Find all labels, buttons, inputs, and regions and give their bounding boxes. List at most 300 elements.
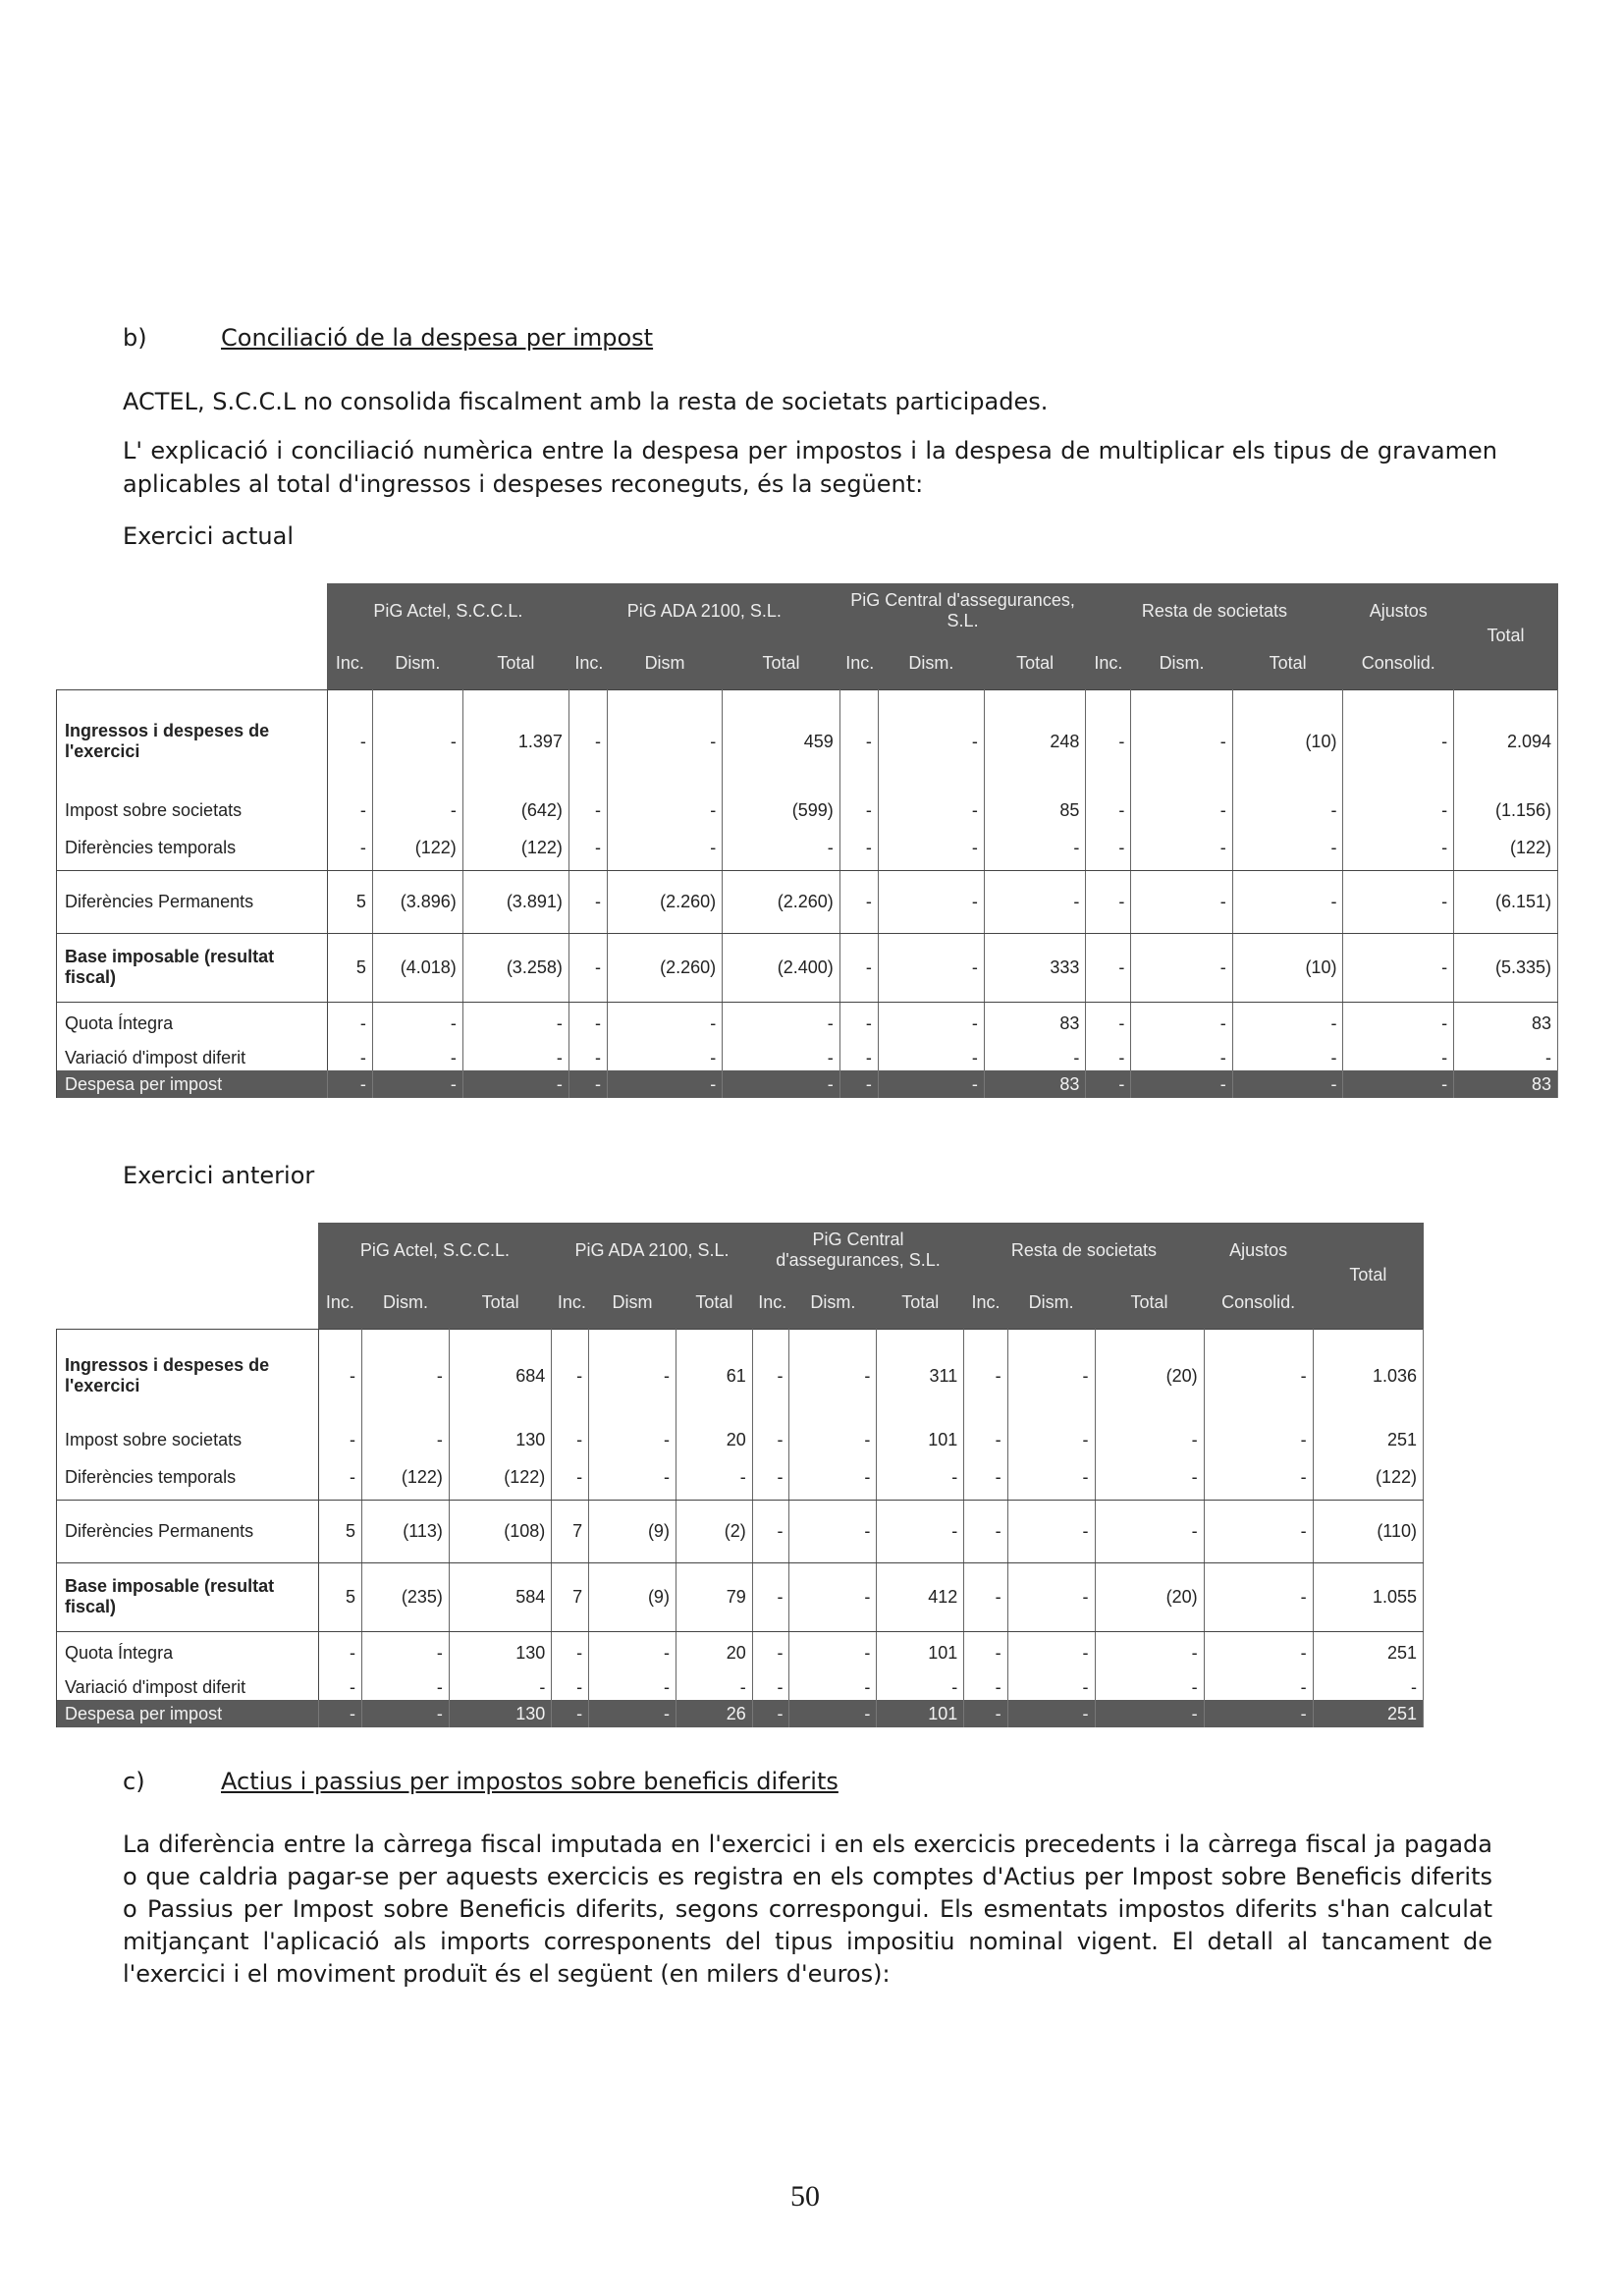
table-cell: - xyxy=(1095,1500,1204,1562)
table-cell: 333 xyxy=(984,933,1085,1002)
table-row xyxy=(57,1045,1558,1070)
table-cell: 61 xyxy=(676,1329,752,1423)
table-row xyxy=(57,870,1558,933)
table-cell: 311 xyxy=(877,1329,964,1423)
row-label: Ingressos i despeses de l'exercici xyxy=(57,1329,319,1423)
table-cell: 251 xyxy=(1313,1700,1423,1727)
table-cell: 7 xyxy=(552,1562,589,1631)
table-cell: - xyxy=(1204,1456,1313,1500)
table-cell: - xyxy=(1095,1674,1204,1700)
table-cell: - xyxy=(1204,1500,1313,1562)
table-cell: - xyxy=(568,1002,607,1045)
table-cell: - xyxy=(327,1002,372,1045)
section-b-letter: b) xyxy=(123,324,147,352)
table-cell: - xyxy=(1343,870,1454,933)
table-cell: - xyxy=(1343,793,1454,827)
table-cell: - xyxy=(752,1456,789,1500)
table-cell: - xyxy=(1232,793,1343,827)
table-cell: - xyxy=(752,1423,789,1456)
table-cell: 101 xyxy=(877,1631,964,1674)
table-row xyxy=(57,1562,1424,1631)
table-cell: - xyxy=(878,793,984,827)
table-cell: - xyxy=(878,827,984,870)
table-cell: - xyxy=(589,1423,676,1456)
section-c-paragraph: La diferència entre la càrrega fiscal imputada en l'exercici i en els exercicis precedents i la càrrega fiscal ja pagada o que caldria pagar-se per aquests exercicis es registra en els comptes d'Actius per Impost sobre Beneficis diferits o Passius per Impost sobre Beneficis diferits, segons correspongui. Els esmentats impostos diferits s'han calculat mitjançant l'aplicació als imports corresponents del tipus impositiu nominal vigent. El detall al tancament de l'exercici i el moviment produït és el següent (en milers d'euros): xyxy=(123,1831,1492,1988)
table-cell: - xyxy=(589,1674,676,1700)
table-cell: 101 xyxy=(877,1700,964,1727)
table-cell: - xyxy=(362,1674,450,1700)
table-cell: 83 xyxy=(984,1002,1085,1045)
table-cell: - xyxy=(1204,1631,1313,1674)
table-cell: - xyxy=(607,1002,722,1045)
table-cell: - xyxy=(964,1674,1007,1700)
table-cell: (9) xyxy=(589,1562,676,1631)
table-row xyxy=(57,827,1558,870)
table-cell: - xyxy=(449,1674,551,1700)
table-row xyxy=(57,1070,1558,1098)
table-cell: - xyxy=(789,1329,877,1423)
table-row xyxy=(57,1423,1424,1456)
row-label: Ingressos i despeses de l'exercici xyxy=(57,689,328,793)
table-cell: - xyxy=(552,1674,589,1700)
table-cell: - xyxy=(984,827,1085,870)
col-header: Dism. xyxy=(1131,638,1232,689)
group-header-actel: PiG Actel, S.C.C.L. xyxy=(318,1223,552,1278)
table-cell: 459 xyxy=(723,689,840,793)
table-cell: (3.896) xyxy=(372,870,462,933)
table-cell: (122) xyxy=(372,827,462,870)
table-cell: 5 xyxy=(327,933,372,1002)
table-cell: - xyxy=(752,1329,789,1423)
page-number: 50 xyxy=(790,2180,820,2213)
table-cell: - xyxy=(789,1500,877,1562)
table-cell: - xyxy=(372,1070,462,1098)
table-cell: 83 xyxy=(984,1070,1085,1098)
table-cell: - xyxy=(1131,870,1232,933)
col-header: Inc. xyxy=(1086,638,1131,689)
col-header: Dism. xyxy=(878,638,984,689)
current-year-table xyxy=(56,583,1558,1098)
table-cell: (20) xyxy=(1095,1562,1204,1631)
table-cell: - xyxy=(318,1674,361,1700)
table-cell: - xyxy=(878,1045,984,1070)
table-cell: - xyxy=(723,1002,840,1045)
col-header: Inc. xyxy=(318,1278,361,1329)
col-header: Total xyxy=(462,638,568,689)
table-cell: - xyxy=(552,1456,589,1500)
table-cell: - xyxy=(318,1700,361,1727)
row-label: Impost sobre societats xyxy=(57,793,328,827)
table-cell: - xyxy=(568,793,607,827)
table-cell: - xyxy=(1232,870,1343,933)
table-cell: - xyxy=(1086,933,1131,1002)
table-cell: - xyxy=(1204,1562,1313,1631)
table-cell: 85 xyxy=(984,793,1085,827)
table-cell: (122) xyxy=(449,1456,551,1500)
table-cell: - xyxy=(877,1456,964,1500)
row-label: Diferències temporals xyxy=(57,827,328,870)
table-cell: 584 xyxy=(449,1562,551,1631)
table-cell: (4.018) xyxy=(372,933,462,1002)
table-cell: - xyxy=(1343,1002,1454,1045)
table-cell: - xyxy=(1007,1700,1095,1727)
table-cell: - xyxy=(1232,1002,1343,1045)
table-cell: - xyxy=(839,1070,878,1098)
table-cell: - xyxy=(839,933,878,1002)
table-cell: - xyxy=(568,870,607,933)
table-row xyxy=(57,1329,1424,1423)
table-cell: - xyxy=(839,793,878,827)
table-cell: - xyxy=(327,1070,372,1098)
table-cell: - xyxy=(1007,1456,1095,1500)
col-header: Inc. xyxy=(752,1278,789,1329)
col-header: Total xyxy=(723,638,840,689)
table-cell: - xyxy=(984,870,1085,933)
table-cell: - xyxy=(964,1423,1007,1456)
section-b-heading xyxy=(123,324,810,355)
table-cell: (10) xyxy=(1232,933,1343,1002)
col-header: Total xyxy=(1095,1278,1204,1329)
table-cell: - xyxy=(839,1045,878,1070)
table-cell: - xyxy=(877,1674,964,1700)
table-cell: 5 xyxy=(318,1562,361,1631)
table-cell: - xyxy=(964,1700,1007,1727)
group-header-total: Total xyxy=(1454,583,1558,689)
table-cell: - xyxy=(462,1045,568,1070)
table-cell: (2.260) xyxy=(607,933,722,1002)
table-cell: - xyxy=(327,1045,372,1070)
group-header-resta: Resta de societats xyxy=(1086,583,1343,638)
group-header-ada: PiG ADA 2100, S.L. xyxy=(552,1223,752,1278)
col-header: Inc. xyxy=(964,1278,1007,1329)
table-cell: - xyxy=(607,689,722,793)
table-cell: 101 xyxy=(877,1423,964,1456)
table-cell: - xyxy=(1204,1674,1313,1700)
col-header: Total xyxy=(1232,638,1343,689)
col-header: Inc. xyxy=(552,1278,589,1329)
table-cell: - xyxy=(752,1674,789,1700)
row-label: Impost sobre societats xyxy=(57,1423,319,1456)
col-header: Dism. xyxy=(789,1278,877,1329)
table-cell: - xyxy=(607,1070,722,1098)
col-header: Inc. xyxy=(568,638,607,689)
table-cell: - xyxy=(878,870,984,933)
col-header: Total xyxy=(984,638,1085,689)
table-cell: - xyxy=(1232,1070,1343,1098)
table-cell: - xyxy=(362,1631,450,1674)
table-cell: (2.260) xyxy=(723,870,840,933)
table-cell: 2.094 xyxy=(1454,689,1558,793)
table-cell: - xyxy=(568,827,607,870)
table-cell: - xyxy=(1007,1500,1095,1562)
row-label: Variació d'impost diferit xyxy=(57,1045,328,1070)
table-row xyxy=(57,1631,1424,1674)
group-header-central: PiG Central d'assegurances, S.L. xyxy=(839,583,1086,638)
table-cell: - xyxy=(1204,1700,1313,1727)
col-header: Dism xyxy=(607,638,722,689)
table-cell: - xyxy=(676,1674,752,1700)
table-cell: - xyxy=(752,1562,789,1631)
table-cell: - xyxy=(1343,689,1454,793)
table-cell: - xyxy=(327,689,372,793)
table-cell: - xyxy=(607,827,722,870)
table-cell: (122) xyxy=(1313,1456,1423,1500)
table-cell: (110) xyxy=(1313,1500,1423,1562)
table-cell: 83 xyxy=(1454,1070,1558,1098)
table-cell: - xyxy=(362,1423,450,1456)
table-row xyxy=(57,793,1558,827)
table-cell: - xyxy=(878,1070,984,1098)
table-cell: 7 xyxy=(552,1500,589,1562)
group-header-resta: Resta de societats xyxy=(964,1223,1204,1278)
table-cell: - xyxy=(362,1700,450,1727)
row-label: Diferències Permanents xyxy=(57,1500,319,1562)
table-cell: - xyxy=(568,933,607,1002)
table-cell: - xyxy=(839,1002,878,1045)
table-cell: - xyxy=(1095,1631,1204,1674)
table-cell: - xyxy=(1086,1002,1131,1045)
table-cell: - xyxy=(318,1423,361,1456)
table-cell: (2) xyxy=(676,1500,752,1562)
table-cell: - xyxy=(1086,827,1131,870)
table-cell: - xyxy=(462,1002,568,1045)
table-cell: 130 xyxy=(449,1631,551,1674)
table-cell: - xyxy=(1086,870,1131,933)
table-cell: - xyxy=(1131,1070,1232,1098)
table-cell: (113) xyxy=(362,1500,450,1562)
group-header-actel: PiG Actel, S.C.C.L. xyxy=(327,583,568,638)
current-year-subtitle: Exercici actual xyxy=(123,522,294,550)
table-cell: - xyxy=(839,827,878,870)
table-cell: - xyxy=(1131,1045,1232,1070)
table-cell: - xyxy=(1131,793,1232,827)
table-row xyxy=(57,1700,1424,1727)
group-header-ajustos: Ajustos xyxy=(1343,583,1454,638)
table-cell: - xyxy=(362,1329,450,1423)
table-cell: - xyxy=(789,1423,877,1456)
table-cell: - xyxy=(1232,1045,1343,1070)
table-cell: - xyxy=(552,1423,589,1456)
table-cell: - xyxy=(789,1700,877,1727)
table-cell: 26 xyxy=(676,1700,752,1727)
group-header-ada: PiG ADA 2100, S.L. xyxy=(568,583,839,638)
explanation-paragraph: L' explicació i conciliació numèrica entre la despesa per impostos i la despesa de multiplicar els tipus de gravamen aplicables al total d'ingressos i despeses reconeguts, és la següent: xyxy=(123,437,1497,498)
table-cell: - xyxy=(964,1329,1007,1423)
table-cell: - xyxy=(878,689,984,793)
col-header: Dism. xyxy=(1007,1278,1095,1329)
table-row xyxy=(57,933,1558,1002)
table-cell: - xyxy=(839,870,878,933)
col-header: Total xyxy=(449,1278,551,1329)
group-header-central: PiG Central d'assegurances, S.L. xyxy=(752,1223,964,1278)
table-cell: - xyxy=(1232,827,1343,870)
table-cell: - xyxy=(964,1456,1007,1500)
table-cell: - xyxy=(964,1562,1007,1631)
previous-year-subtitle: Exercici anterior xyxy=(123,1162,315,1189)
table-cell: - xyxy=(1007,1562,1095,1631)
section-b-title: Conciliació de la despesa per impost xyxy=(221,324,654,352)
table-cell: 5 xyxy=(318,1500,361,1562)
section-c-heading xyxy=(123,1768,1006,1799)
row-label: Diferències Permanents xyxy=(57,870,328,933)
row-label: Quota Íntegra xyxy=(57,1002,328,1045)
table-cell: - xyxy=(839,689,878,793)
table-cell: - xyxy=(964,1500,1007,1562)
table-cell: - xyxy=(372,1045,462,1070)
table-cell: - xyxy=(752,1500,789,1562)
col-header: Dism. xyxy=(362,1278,450,1329)
row-label: Quota Íntegra xyxy=(57,1631,319,1674)
table-cell: - xyxy=(1007,1674,1095,1700)
table-cell: - xyxy=(1007,1423,1095,1456)
table-cell: (642) xyxy=(462,793,568,827)
table-cell: - xyxy=(1454,1045,1558,1070)
table-cell: (122) xyxy=(362,1456,450,1500)
table-cell: - xyxy=(752,1700,789,1727)
row-label: Despesa per impost xyxy=(57,1700,319,1727)
table-cell: - xyxy=(568,1070,607,1098)
table-cell: 1.055 xyxy=(1313,1562,1423,1631)
table-cell: - xyxy=(984,1045,1085,1070)
table-cell: - xyxy=(1131,827,1232,870)
table-cell: - xyxy=(723,1070,840,1098)
row-label: Variació d'impost diferit xyxy=(57,1674,319,1700)
table-cell: 684 xyxy=(449,1329,551,1423)
table-row xyxy=(57,1002,1558,1045)
table-cell: 412 xyxy=(877,1562,964,1631)
table-cell: - xyxy=(1007,1631,1095,1674)
table-cell: (122) xyxy=(462,827,568,870)
col-header: Consolid. xyxy=(1204,1278,1313,1329)
col-header: Total xyxy=(676,1278,752,1329)
table-cell: - xyxy=(327,793,372,827)
col-header: Dism xyxy=(589,1278,676,1329)
table-cell: - xyxy=(1131,689,1232,793)
table-cell: - xyxy=(589,1631,676,1674)
group-header-total: Total xyxy=(1313,1223,1423,1329)
table-cell: - xyxy=(1131,933,1232,1002)
table-cell: - xyxy=(607,793,722,827)
table-cell: - xyxy=(789,1456,877,1500)
table-row xyxy=(57,1500,1424,1562)
table-cell: - xyxy=(552,1700,589,1727)
table-cell: - xyxy=(372,689,462,793)
table-cell: 20 xyxy=(676,1423,752,1456)
table-cell: (2.260) xyxy=(607,870,722,933)
table-row xyxy=(57,1456,1424,1500)
table-cell: - xyxy=(752,1631,789,1674)
table-cell: (108) xyxy=(449,1500,551,1562)
row-label: Diferències temporals xyxy=(57,1456,319,1500)
table-cell: - xyxy=(327,827,372,870)
col-header: Inc. xyxy=(327,638,372,689)
table-cell: - xyxy=(1204,1423,1313,1456)
table-cell: 130 xyxy=(449,1700,551,1727)
section-c-letter: c) xyxy=(123,1768,145,1795)
table-cell: - xyxy=(789,1562,877,1631)
table-cell: - xyxy=(878,1002,984,1045)
table-cell: - xyxy=(318,1631,361,1674)
table-cell: - xyxy=(372,1002,462,1045)
table-cell: (599) xyxy=(723,793,840,827)
table-cell: 20 xyxy=(676,1631,752,1674)
table-cell: - xyxy=(1343,1070,1454,1098)
table-cell: - xyxy=(372,793,462,827)
intro-line: ACTEL, S.C.C.L no consolida fiscalment amb la resta de societats participades. xyxy=(123,388,1049,415)
table-cell: 130 xyxy=(449,1423,551,1456)
table-cell: 83 xyxy=(1454,1002,1558,1045)
table-cell: - xyxy=(318,1456,361,1500)
col-header: Total xyxy=(877,1278,964,1329)
table-cell: - xyxy=(568,1045,607,1070)
table-cell: (5.335) xyxy=(1454,933,1558,1002)
table-cell: - xyxy=(877,1500,964,1562)
table-cell: 1.397 xyxy=(462,689,568,793)
table-cell: - xyxy=(1086,793,1131,827)
table-cell: - xyxy=(1343,1045,1454,1070)
table-cell: (6.151) xyxy=(1454,870,1558,933)
row-label: Base imposable (resultat fiscal) xyxy=(57,933,328,1002)
table-cell: - xyxy=(1086,1070,1131,1098)
table-cell: - xyxy=(789,1631,877,1674)
table-cell: 5 xyxy=(327,870,372,933)
table-cell: - xyxy=(1095,1700,1204,1727)
table-cell: - xyxy=(1095,1456,1204,1500)
table-cell: - xyxy=(462,1070,568,1098)
table-cell: - xyxy=(1204,1329,1313,1423)
table-cell: - xyxy=(318,1329,361,1423)
table-cell: 251 xyxy=(1313,1631,1423,1674)
table-cell: - xyxy=(607,1045,722,1070)
table-row xyxy=(57,689,1558,793)
previous-year-table xyxy=(56,1223,1424,1727)
table-cell: (2.400) xyxy=(723,933,840,1002)
table-cell: (122) xyxy=(1454,827,1558,870)
row-label: Base imposable (resultat fiscal) xyxy=(57,1562,319,1631)
table-cell: - xyxy=(1007,1329,1095,1423)
table-cell: - xyxy=(1095,1423,1204,1456)
table-cell: 251 xyxy=(1313,1423,1423,1456)
table-cell: - xyxy=(589,1456,676,1500)
table-cell: - xyxy=(1343,827,1454,870)
table-cell: (235) xyxy=(362,1562,450,1631)
col-header: Inc. xyxy=(839,638,878,689)
group-header-ajustos: Ajustos xyxy=(1204,1223,1313,1278)
table-cell: - xyxy=(589,1329,676,1423)
table-cell: 1.036 xyxy=(1313,1329,1423,1423)
table-cell: - xyxy=(1313,1674,1423,1700)
table-cell: - xyxy=(789,1674,877,1700)
table-cell: - xyxy=(552,1329,589,1423)
section-c-title: Actius i passius per impostos sobre beneficis diferits xyxy=(221,1768,839,1795)
table-row xyxy=(57,1674,1424,1700)
table-cell: - xyxy=(723,1045,840,1070)
table-cell: - xyxy=(1086,1045,1131,1070)
table-cell: 248 xyxy=(984,689,1085,793)
table-cell: (20) xyxy=(1095,1329,1204,1423)
table-cell: - xyxy=(964,1631,1007,1674)
table-cell: - xyxy=(723,827,840,870)
table-cell: (1.156) xyxy=(1454,793,1558,827)
table-cell: (3.258) xyxy=(462,933,568,1002)
table-cell: - xyxy=(1343,933,1454,1002)
table-cell: - xyxy=(589,1700,676,1727)
table-cell: - xyxy=(552,1631,589,1674)
table-cell: (3.891) xyxy=(462,870,568,933)
table-cell: (10) xyxy=(1232,689,1343,793)
table-cell: 79 xyxy=(676,1562,752,1631)
table-cell: - xyxy=(878,933,984,1002)
